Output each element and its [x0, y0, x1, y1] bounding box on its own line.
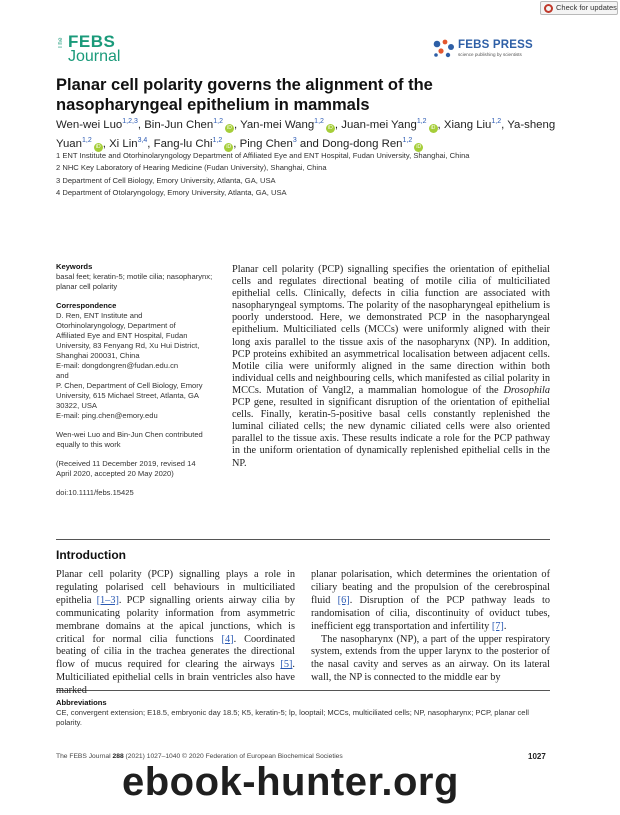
author-name: Juan-mei Yang — [341, 118, 417, 131]
author-name: Bin-Jun Chen — [144, 118, 214, 131]
abstract-text: PCP gene, resulted in significant disruption of the orientation of epithelial cells. Finally, keratin-5-positive basal cells constantly replenished the luminal ciliated cells; the new dynamic ciliated cells were also oriented parallel to the tissue axis. These results indicate a role for the PCP pathway in the uniform orientation of dynamically replenished epithelial cells in the NP. — [232, 397, 550, 469]
author — [444, 119, 507, 131]
orcid-icon[interactable]: iD — [414, 143, 423, 152]
abstract — [232, 264, 550, 470]
abbreviations-block — [56, 698, 550, 728]
introduction-column-left — [56, 569, 295, 698]
author — [240, 138, 322, 150]
author — [154, 138, 240, 150]
author-affiliation-marker: 3 — [292, 137, 297, 145]
publisher-tagline: science publishing by scientists — [458, 52, 522, 57]
keywords-block — [56, 262, 216, 292]
author-name: Wen-wei Luo — [56, 118, 123, 131]
author — [144, 119, 240, 131]
author — [109, 138, 154, 150]
check-for-updates-label: Check for updates — [556, 3, 617, 12]
orcid-icon[interactable]: iD — [94, 143, 103, 152]
correspondence-line: 30322, USA — [56, 401, 97, 410]
author-name: Xiang Liu — [443, 118, 492, 131]
reference-link[interactable]: [6] — [337, 594, 350, 606]
author-separator: and — [296, 138, 323, 151]
author-affiliation-marker: 1,2 — [212, 137, 223, 145]
abbreviations-text: CE, convergent extension; E18.5, embryonic day 18.5; K5, keratin-5; lp, looptail; MCCs, multiciliated cells; NP, nasopharynx; PCP, planar cell polarity. — [56, 708, 529, 727]
author-name: Ping Chen — [239, 138, 293, 151]
abstract-italic-term: Drosophila — [503, 384, 550, 396]
affiliation-list — [56, 150, 576, 199]
correspondence-line: University, 83 Fenyang Rd, Xu Hui District, — [56, 341, 200, 350]
author-name: Xi Lin — [109, 138, 138, 151]
correspondence-block — [56, 301, 216, 421]
author-affiliation-marker: 1,2 — [402, 137, 413, 145]
affiliation-item: 3 Department of Cell Biology, Emory University, Atlanta, GA, USA — [56, 175, 276, 185]
abstract-text: Planar cell polarity (PCP) signalling specifies the orientation of epithelial cells and regulates directional beating of motile cilia of multiciliated epithelial cells. Clinically, defects in cilia function are associated with nasopharyngeal symptoms. The polarity of the nasopharyngeal epithelium is poorly understood. Here, we demonstrated PCP in the nasopharyngeal epithelium. Multiciliated cells (MCCs) were uniformly aligned with their long axis parallel to the tissue axis of the nasopharynx (NP). In addition, PCP proteins exhibited an asymmetrical localisation between adjacent cells. Motile cilia were uniformly aligned in the same direction within both individual cells and neighbouring cells, which manifested as cilial polarity in MCCs. Mutation of Vangl2, a mammalian homologue of the — [232, 264, 550, 396]
author-separator: , — [233, 138, 240, 151]
section-divider — [56, 539, 550, 540]
author-name: Dong-dong Ren — [322, 138, 403, 151]
reference-link[interactable]: [1–3] — [96, 594, 119, 606]
reference-link[interactable]: [5] — [280, 659, 293, 671]
correspondence-line: D. Ren, ENT Institute and — [56, 311, 143, 320]
reference-link[interactable]: [7] — [491, 620, 504, 632]
page-number: 1027 — [528, 752, 546, 761]
author-affiliation-marker: 1,2 — [491, 118, 502, 125]
correspondence-email[interactable]: E-mail: dongdongren@fudan.edu.cn — [56, 361, 179, 370]
equal-contribution-line: equally to this work — [56, 440, 121, 449]
footer-journal: The FEBS Journal — [56, 753, 113, 760]
author-affiliation-marker: 3,4 — [137, 137, 148, 145]
body-text: . PCP signalling orients airway cilia by communicating polarity information from asymmetric membrane domains at the apical junctions, which is critical for normal cilia functions — [56, 594, 295, 645]
body-text: . Coordinated beating of cilia in the trachea generates the directional flow of mucus required for clearing the airways — [56, 633, 295, 671]
author-affiliation-marker: 1,2,3 — [122, 118, 138, 125]
correspondence-line: Otorhinolaryngology, Department of — [56, 321, 176, 330]
footer-volume: 288 — [112, 753, 124, 760]
author-name: Yan-mei Wang — [240, 118, 315, 131]
author-name: Ya-sheng Yuan — [56, 118, 556, 151]
body-text: . Multiciliated epithelial cells in brain ventricles also have marked — [56, 659, 295, 697]
body-text: Planar cell polarity (PCP) signalling plays a role in regulating polarised cell behaviours in multiciliated epithelia — [56, 569, 295, 606]
correspondence-line: Shanghai 200031, China — [56, 351, 140, 360]
doi-link[interactable]: doi:10.1111/febs.15425 — [56, 488, 134, 497]
orcid-icon[interactable]: iD — [224, 143, 233, 152]
article-sidebar — [56, 262, 216, 507]
affiliation-item: 4 Department of Otolaryngology, Emory University, Atlanta, GA, USA — [56, 187, 287, 197]
body-text: . — [503, 620, 507, 632]
correspondence-line: P. Chen, Department of Cell Biology, Emory — [56, 381, 203, 390]
check-for-updates-button[interactable] — [540, 1, 618, 15]
journal-logo-name: FEBS — [68, 32, 116, 51]
author-separator: , — [233, 118, 241, 131]
author-affiliation-marker: 1,2 — [213, 118, 223, 125]
correspondence-heading: Correspondence — [56, 301, 117, 310]
orcid-icon[interactable]: iD — [326, 124, 335, 133]
keywords-text: basal feet; keratin-5; motile cilia; nasopharynx; planar cell polarity — [56, 272, 213, 291]
publisher-name: FEBS PRESS — [458, 39, 533, 51]
author-separator: , — [334, 118, 342, 131]
equal-contribution-note — [56, 430, 216, 450]
received-dates — [56, 459, 216, 479]
author-separator: , — [102, 138, 110, 151]
author-separator: , — [437, 118, 444, 131]
received-line: April 2020, accepted 20 May 2020) — [56, 469, 174, 478]
molecule-icon — [432, 38, 456, 60]
introduction-column-right — [311, 569, 550, 685]
correspondence-email[interactable]: E-mail: ping.chen@emory.edu — [56, 411, 158, 420]
article-title: Planar cell polarity governs the alignment of the nasopharyngeal epithelium in mammals — [56, 76, 433, 114]
correspondence-line: Affiliated Eye and ENT Hospital, Fudan — [56, 331, 188, 340]
author-separator: , — [501, 118, 508, 131]
author-list — [56, 114, 556, 153]
body-text: planar polarisation, which determines the orientation of ciliary beating and the propulsion of the cerebrospinal fluid — [311, 569, 550, 606]
author-affiliation-marker: 1,2 — [81, 137, 92, 145]
reference-link[interactable]: [4] — [221, 633, 234, 645]
author-separator: , — [147, 138, 154, 151]
author — [240, 119, 341, 131]
affiliation-item: 2 NHC Key Laboratory of Hearing Medicine (Fudan University), Shanghai, China — [56, 163, 327, 173]
keywords-heading: Keywords — [56, 262, 93, 271]
body-paragraph: The nasopharynx (NP), a part of the upper respiratory system, extends from the upper larynx to the posterior of the nasal cavity and serves as an airway. On its lateral wall, the NP is connected to the middle ear by — [311, 633, 550, 684]
author-affiliation-marker: 1,2 — [416, 118, 427, 125]
journal-logo-the: The — [58, 37, 64, 49]
orcid-icon[interactable]: iD — [225, 124, 234, 133]
author-name: Fang-lu Chi — [153, 138, 213, 151]
author — [56, 119, 144, 131]
abbreviations-heading: Abbreviations — [56, 698, 107, 707]
author-separator: , — [137, 118, 145, 131]
equal-contribution-line: Wen-wei Luo and Bin-Jun Chen contributed — [56, 430, 203, 439]
correspondence-line: and — [56, 371, 69, 380]
crossmark-icon — [544, 4, 553, 13]
affiliation-item: 1 ENT Institute and Otorhinolaryngology Department of Affiliated Eye and ENT Hospital, Fudan University, Shanghai, China — [56, 151, 470, 160]
author — [341, 119, 444, 131]
watermark: ebook-hunter.org — [122, 760, 459, 804]
orcid-icon[interactable]: iD — [429, 124, 438, 133]
introduction-heading: Introduction — [56, 548, 126, 562]
received-line: (Received 11 December 2019, revised 14 — [56, 459, 196, 468]
journal-logo-sub: Journal — [68, 48, 121, 65]
correspondence-line: University, 615 Michael Street, Atlanta, GA — [56, 391, 199, 400]
author — [322, 138, 423, 150]
journal-logo — [58, 33, 138, 69]
author-affiliation-marker: 1,2 — [314, 118, 324, 125]
publisher-logo — [432, 38, 542, 62]
footer-copyright: (2021) 1027–1040 © 2020 Federation of European Biochemical Societies — [123, 753, 343, 760]
body-text: . Disruption of the PCP pathway leads to randomisation of cilia, discontinuity of oviduct tubes, inefficient egg transportation and infertility — [311, 594, 550, 632]
